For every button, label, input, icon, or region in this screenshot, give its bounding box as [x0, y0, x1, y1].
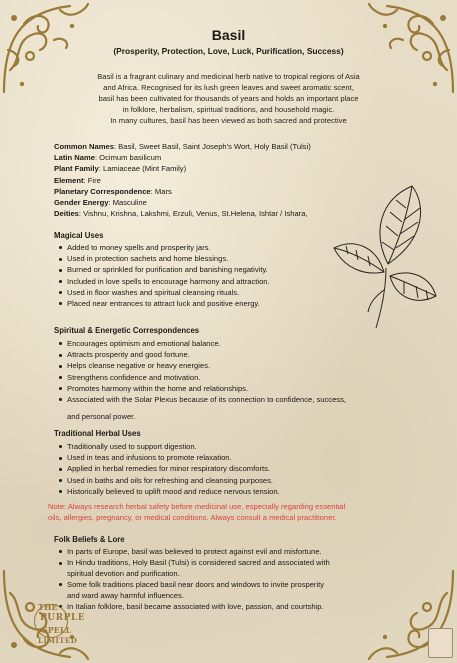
intro-line: Basil is a fragrant culinary and medicinal herb native to tropical regions of Asia: [97, 72, 360, 81]
list-item: Promotes harmony within the home and relationships.: [58, 383, 346, 394]
list-item: Some folk traditions placed basil near doors and windows to invite prosperity: [58, 579, 324, 590]
list-item: Applied in herbal remedies for minor respiratory discomforts.: [58, 463, 280, 474]
intro-line: in folklore, herbalism, spiritual traditions, and household magic.: [122, 105, 335, 114]
facts-list: [54, 141, 374, 219]
fact-common-names: Common Names: Basil, Sweet Basil, Saint Joseph's Wort, Holy Basil (Tulsi): [54, 142, 311, 151]
folk-continuation: and ward away harmful influences.: [67, 591, 184, 600]
logo-text: SPELL: [42, 625, 72, 635]
intro-line: In many cultures, basil has been viewed as both sacred and protective: [110, 116, 347, 125]
list-item: Used in protection sachets and home blessings.: [58, 253, 270, 264]
fact-latin-name: Latin Name: Ocimum basilicum: [54, 153, 162, 163]
list-item: Added to money spells and prosperity jars.: [58, 242, 270, 253]
list-item: Helps cleanse negative or heavy energies.: [58, 360, 346, 371]
list-item: Attracts prosperity and good fortune.: [58, 349, 346, 360]
intro-paragraph: [48, 71, 409, 126]
fact-plant-family: Plant Family: Lamiaceae (Mint Family): [54, 164, 187, 174]
brand-logo: [34, 600, 100, 650]
list-item: In Hindu traditions, Holy Basil (Tulsi) is considered sacred and associated with: [58, 557, 330, 568]
list-item: Placed near entrances to attract luck and positive energy.: [58, 298, 270, 309]
list-item: Used in teas and infusions to promote relaxation.: [58, 452, 280, 463]
spiritual-list: [58, 338, 346, 405]
basil-leaf-illustration: [330, 172, 440, 332]
list-item: In parts of Europe, basil was believed to protect against evil and misfortune.: [58, 546, 330, 557]
list-item: In Italian folklore, basil became associated with love, passion, and courtship.: [58, 601, 324, 612]
folk-beliefs-list: [58, 546, 330, 568]
folk-beliefs-list-2: [58, 579, 324, 590]
heading-magical-uses: Magical Uses: [54, 231, 104, 240]
list-item: Associated with the Solar Plexus because of its connection to confidence, success,: [58, 394, 346, 405]
intro-line: and Africa. Recognised for its lush green leaves and sweet aromatic scent,: [103, 83, 354, 92]
intro-line: basil has been cultivated for thousands of years and holds an important place: [98, 94, 359, 103]
spiritual-continuation: and personal power.: [67, 412, 136, 421]
safety-note: Note: Always research herbal safety before medicinal use, especially regarding essential oils, allergies, pregnancy, or medical conditions. Always consult a medical practitioner.: [48, 502, 346, 523]
fact-gender-energy: Gender Energy: Masculine: [54, 198, 147, 208]
heading-herbal-uses: Traditional Herbal Uses: [54, 429, 141, 438]
corner-swatch: [428, 628, 453, 658]
page-title: Basil: [211, 27, 246, 43]
herbal-uses-list: [58, 441, 280, 497]
fact-deities: Deities: Vishnu, Krishna, Lakshmi, Erzuli, Venus, St.Helena, Ishtar / Ishara,: [54, 209, 308, 219]
folk-continuation: spiritual devotion and purification.: [67, 569, 180, 578]
list-item: Included in love spells to encourage harmony and attraction.: [58, 276, 270, 287]
list-item: Strengthens confidence and motivation.: [58, 372, 346, 383]
logo-text: THE: [38, 602, 58, 612]
list-item: Encourages optimism and emotional balance.: [58, 338, 346, 349]
logo-text: LIMITED: [38, 636, 78, 645]
heading-folk-beliefs: Folk Beliefs & Lore: [54, 535, 125, 544]
list-item: Used in floor washes and spiritual cleansing rituals.: [58, 287, 270, 298]
list-item: Historically believed to uplift mood and reduce nervous tension.: [58, 486, 280, 497]
fact-planetary: Planetary Correspondence: Mars: [54, 186, 172, 196]
list-item: Used in baths and oils for refreshing and cleansing purposes.: [58, 475, 280, 486]
page-subtitle: (Prosperity, Protection, Love, Luck, Purification, Success): [113, 46, 344, 56]
logo-text: PURPLE: [40, 613, 86, 623]
list-item: Traditionally used to support digestion.: [58, 441, 280, 452]
magical-uses-list: [58, 242, 270, 309]
heading-spiritual: Spiritual & Energetic Correspondences: [54, 326, 200, 335]
fact-element: Element: Fire: [54, 175, 101, 185]
list-item: Burned or sprinkled for purification and banishing negativity.: [58, 264, 270, 275]
